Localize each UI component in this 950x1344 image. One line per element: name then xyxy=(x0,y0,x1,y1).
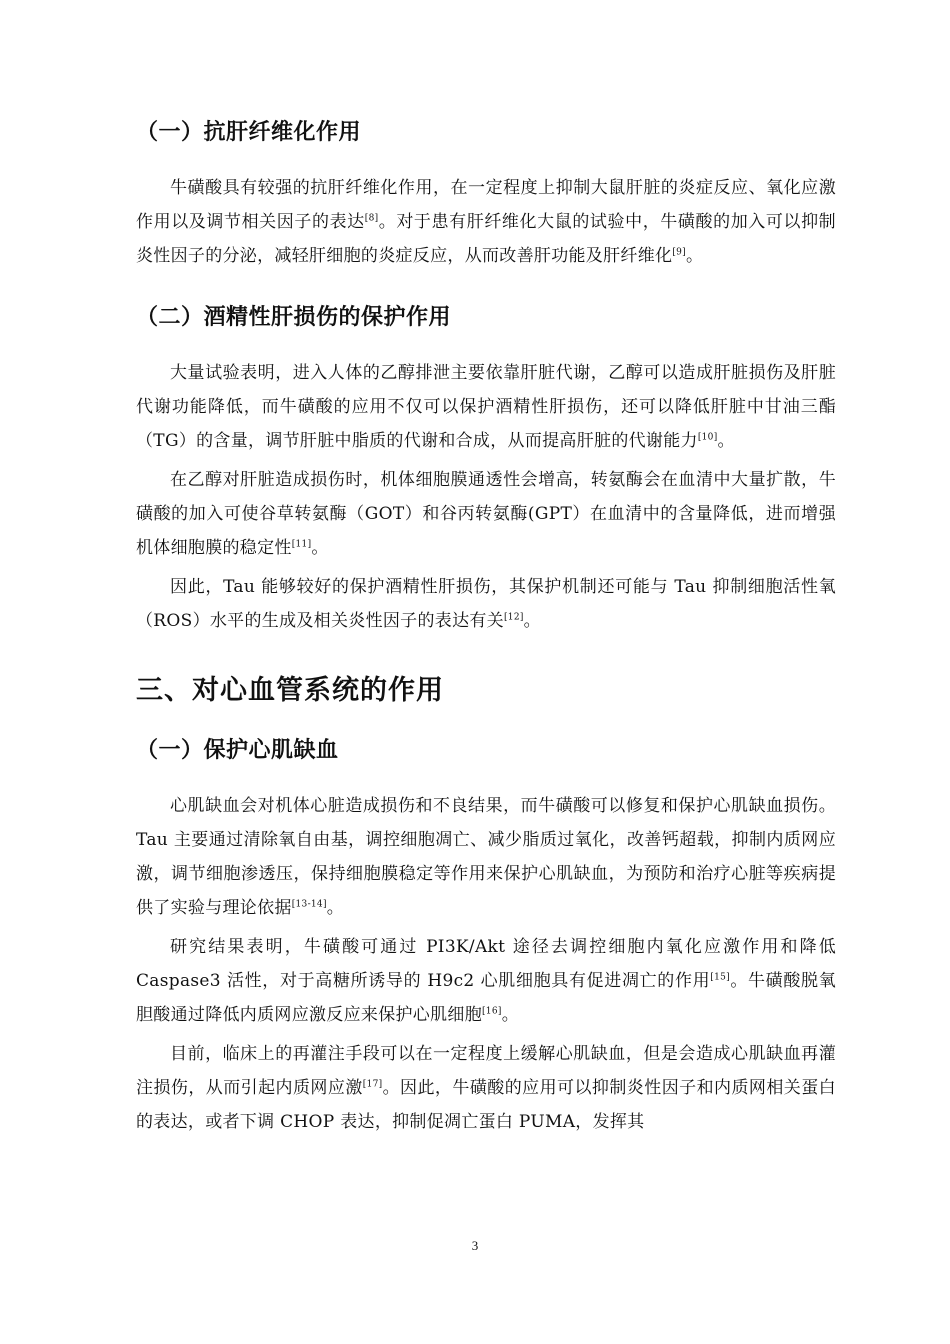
section-heading-alcohol-liver: （二）酒精性肝损伤的保护作用 xyxy=(136,305,452,330)
paragraph-text: 在乙醇对肝脏造成损伤时，机体细胞膜通透性会增高，转氨酶会在血清中大量扩散，牛磺酸的加入可使谷草转氨酶（GOT）和谷丙转氨酶(GPT）在血清中的含量降低，进而增强机体细胞膜的稳定性 xyxy=(136,470,836,558)
page-content xyxy=(136,118,836,1139)
citation-ref: [17] xyxy=(362,1079,383,1090)
paragraph-text: 。 xyxy=(717,431,735,451)
paragraph-text: 。 xyxy=(523,611,541,631)
citation-ref: [15] xyxy=(710,972,730,983)
paragraph-text: 。 xyxy=(685,246,704,266)
paragraph-anti-fibrosis xyxy=(136,171,836,273)
paragraph-ischemia-2 xyxy=(136,930,836,1032)
paragraph-text: 。 xyxy=(311,538,329,558)
page-number: 3 xyxy=(471,1238,479,1253)
paragraph-text: 研究结果表明，牛磺酸可通过 PI3K/Akt 途径去调控细胞内氧化应激作用和降低 Caspase3 活性，对于高糖所诱导的 H9c2 心肌细胞具有促进凋亡的作用 xyxy=(136,937,836,991)
paragraph-text: 。 xyxy=(501,1005,519,1025)
paragraph-text: 大量试验表明，进入人体的乙醇排泄主要依靠肝脏代谢，乙醇可以造成肝脏损伤及肝脏代谢功能降低，而牛磺酸的应用不仅可以保护酒精性肝损伤，还可以降低肝脏中甘油三酯（TG）的含量，调节肝脏中脂质的代谢和合成，从而提高肝脏的代谢能力 xyxy=(136,363,836,451)
paragraph-ischemia-3 xyxy=(136,1037,836,1139)
paragraph-text: 。牛磺酸脱氧胆酸通过降低内质网应激反应来保护心肌细胞 xyxy=(136,971,836,1025)
paragraph-text: 。因此，牛磺酸的应用可以抑制炎性因子和内质网相关蛋白的表达，或者下调 CHOP 表达，抑制促凋亡蛋白 PUMA，发挥其 xyxy=(136,1078,836,1132)
citation-ref: [13-14] xyxy=(291,899,327,910)
citation-ref: [9] xyxy=(672,247,686,258)
chapter-heading-cardiovascular: 三、对心血管系统的作用 xyxy=(136,675,444,706)
paragraph-text: 因此，Tau 能够较好的保护酒精性肝损伤，其保护机制还可能与 Tau 抑制细胞活性氧（ROS）水平的生成及相关炎性因子的表达有关 xyxy=(136,577,836,631)
paragraph-text: 。对于患有肝纤维化大鼠的试验中，牛磺酸的加入可以抑制炎性因子的分泌，减轻肝细胞的炎症反应，从而改善肝功能及肝纤维化 xyxy=(136,212,836,266)
citation-ref: [8] xyxy=(364,213,379,224)
citation-ref: [10] xyxy=(697,432,718,443)
paragraph-alcohol-2 xyxy=(136,463,836,565)
citation-ref: [16] xyxy=(482,1006,502,1017)
citation-ref: [12] xyxy=(503,612,524,623)
paragraph-alcohol-3 xyxy=(136,570,836,638)
paragraph-text: 心肌缺血会对机体心脏造成损伤和不良结果，而牛磺酸可以修复和保护心肌缺血损伤。Tau 主要通过清除氧自由基，调控细胞凋亡、减少脂质过氧化，改善钙超载，抑制内质网应激，调节细胞渗透压，保持细胞膜稳定等作用来保护心肌缺血，为预防和治疗心脏等疾病提供了实验与理论依据 xyxy=(136,796,836,918)
section-heading-myocardial-ischemia: （一）保护心肌缺血 xyxy=(136,738,339,763)
paragraph-alcohol-1 xyxy=(136,356,836,458)
section-heading-anti-fibrosis: （一）抗肝纤维化作用 xyxy=(136,120,362,145)
paragraph-text: 目前，临床上的再灌注手段可以在一定程度上缓解心肌缺血，但是会造成心肌缺血再灌注损伤，从而引起内质网应激 xyxy=(136,1044,836,1098)
citation-ref: [11] xyxy=(291,539,312,550)
paragraph-ischemia-1 xyxy=(136,789,836,925)
paragraph-text: 牛磺酸具有较强的抗肝纤维化作用，在一定程度上抑制大鼠肝脏的炎症反应、氧化应激作用以及调节相关因子的表达 xyxy=(136,178,836,232)
paragraph-text: 。 xyxy=(326,898,345,918)
